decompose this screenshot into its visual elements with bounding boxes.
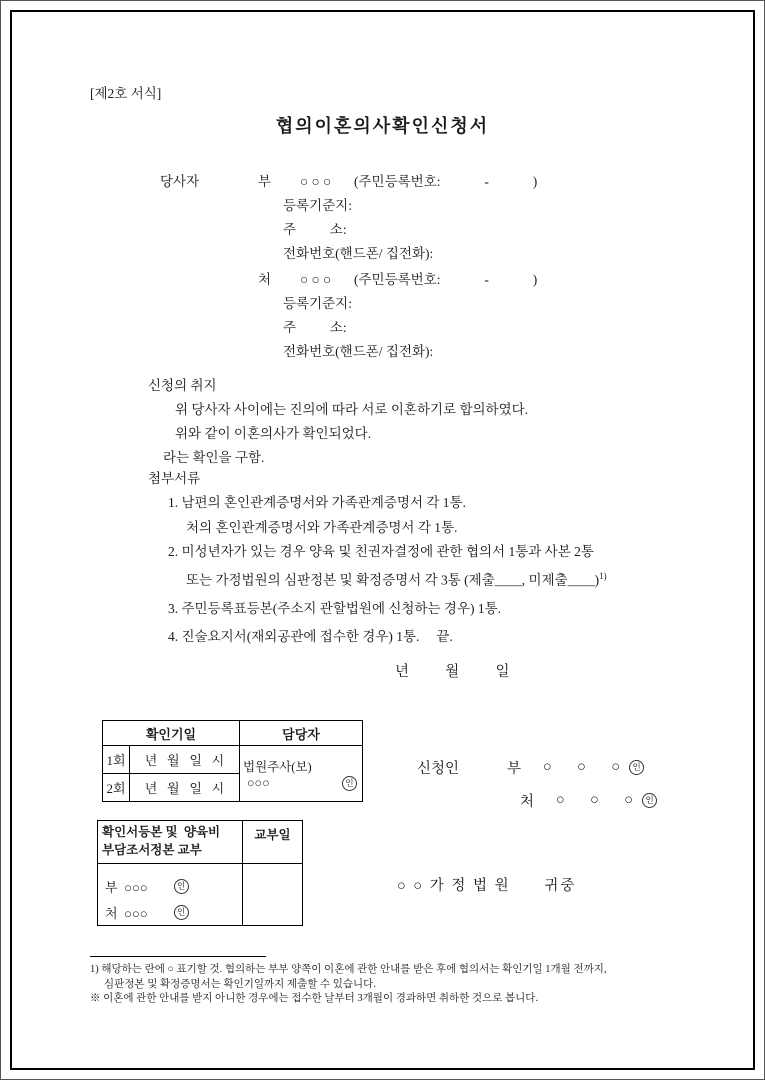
seal-icon: 인 xyxy=(174,879,189,894)
wife-row xyxy=(160,268,537,292)
wife-address-label: 주 소: xyxy=(283,320,347,335)
purpose-line-3: 라는 확인을 구함. xyxy=(163,450,265,465)
table-header-row xyxy=(103,721,363,746)
staff-name-placeholder: ○○○ xyxy=(247,775,270,790)
delivery-date-cell xyxy=(243,864,303,926)
purpose-line-2: 위와 같이 이혼의사가 확인되었다. xyxy=(175,426,372,441)
husband-name-placeholder: 부 ○○○ xyxy=(105,879,148,895)
purpose-heading: 신청의 취지 xyxy=(148,378,217,393)
husband-role: 부 xyxy=(507,760,522,777)
husband-role-label: 부 xyxy=(258,174,272,189)
seal-icon: 인 xyxy=(174,905,189,920)
footnotes-section xyxy=(90,963,735,1007)
footnote-1-line-2: 심판정본 및 확정증명서는 확인기일까지 제출할 수 있습니다. xyxy=(104,978,376,990)
husband-id-field: (주민등록번호: - ) xyxy=(354,174,538,189)
confirmation-date-header: 확인기일 xyxy=(103,721,240,746)
wife-id-field: (주민등록번호: - ) xyxy=(354,272,538,287)
applicant-wife-line xyxy=(520,789,657,811)
applicant-husband-line xyxy=(417,756,657,778)
form-sheet xyxy=(10,10,755,1070)
delivery-table xyxy=(97,820,303,926)
attachment-item-1: 1. 남편의 혼인관계증명서와 가족관계증명서 각 1통. xyxy=(168,495,466,511)
parties-label: 당사자 xyxy=(160,174,200,189)
husband-row xyxy=(160,170,537,194)
footnote-1-line-1: 1) 해당하는 란에 ○ 표기할 것. 협의하는 부부 양쪽이 이혼에 관한 안내를 받은 후에 협의서는 확인기일 1개월 전까지, xyxy=(90,964,607,975)
round-1-date-field: 년 월 일 시 xyxy=(130,746,240,774)
delivery-husband-line xyxy=(105,873,236,899)
delivery-header-line-2: 부담조서정본 교부 xyxy=(102,842,202,857)
attachment-item-2: 2. 미성년자가 있는 경우 양육 및 친권자결정에 관한 협의서 1통과 사본 2통 xyxy=(168,543,594,559)
round-1-label: 1회 xyxy=(103,746,130,774)
document-title: 협의이혼의사확인신청서 xyxy=(275,116,490,136)
applicant-label: 신청인 xyxy=(417,760,460,777)
parties-section xyxy=(160,170,537,364)
purpose-section xyxy=(148,374,528,470)
staff-cell xyxy=(240,746,363,802)
date-line: 년 월 일 xyxy=(395,664,510,680)
wife-role-label: 처 xyxy=(258,272,272,287)
table-row xyxy=(103,746,363,774)
seal-icon: 인 xyxy=(642,793,657,808)
delivery-date-header: 교부일 xyxy=(243,821,303,864)
staff-name-line xyxy=(243,775,359,791)
wife-phone-label: 전화번호(핸드폰/ 집전화): xyxy=(283,344,434,359)
court-line: ○ ○ 가 정 법 원 귀중 xyxy=(397,878,577,894)
wife-name-placeholder: 처 ○○○ xyxy=(105,905,148,921)
attachment-item-2b-text: 또는 가정법원의 심판정본 및 확정증명서 각 3통 (제출____, 미제출____) xyxy=(186,572,600,588)
table-row xyxy=(98,864,303,926)
footnote-divider xyxy=(90,956,266,957)
footnote-ref-1: 1) xyxy=(599,571,607,582)
applicant-section xyxy=(417,756,657,822)
wife-role: 처 xyxy=(520,793,535,810)
delivery-header xyxy=(98,821,243,864)
wife-registry-label: 등록기준지: xyxy=(283,296,352,311)
husband-signature-placeholder: ○ ○ ○ xyxy=(543,758,621,775)
delivery-wife-line xyxy=(105,899,236,925)
round-2-label: 2회 xyxy=(103,774,130,802)
delivery-header-line-1: 확인서등본 및 양육비 xyxy=(102,825,221,839)
wife-signature-placeholder: ○ ○ ○ xyxy=(556,791,634,808)
wife-name-placeholder: ○ ○ ○ xyxy=(300,272,332,287)
seal-icon: 인 xyxy=(629,760,644,775)
round-2-date-field: 년 월 일 시 xyxy=(130,774,240,802)
attachments-section xyxy=(148,467,607,650)
footnote-2: ※ 이혼에 관한 안내를 받지 아니한 경우에는 접수한 날부터 3개월이 경과하면 취하한 것으로 봅니다. xyxy=(90,993,539,1004)
husband-phone-label: 전화번호(핸드폰/ 집전화): xyxy=(283,246,434,261)
husband-name-placeholder: ○ ○ ○ xyxy=(300,174,332,189)
attachment-item-4: 4. 진술요지서(재외공관에 접수한 경우) 1통. 끝. xyxy=(168,629,453,645)
table-header-row xyxy=(98,821,303,864)
attachment-item-2b xyxy=(186,564,607,593)
form-number-label: [제2호 서식] xyxy=(90,86,162,101)
seal-icon: 인 xyxy=(342,776,357,791)
husband-registry-label: 등록기준지: xyxy=(283,198,352,213)
confirmation-table xyxy=(102,720,363,802)
attachment-item-3: 3. 주민등록표등본(주소지 관할법원에 신청하는 경우) 1통. xyxy=(168,600,502,616)
staff-header: 담당자 xyxy=(240,721,363,746)
husband-address-label: 주 소: xyxy=(283,222,347,237)
purpose-line-1: 위 당사자 사이에는 진의에 따라 서로 이혼하기로 합의하였다. xyxy=(175,402,529,417)
attachments-heading: 첨부서류 xyxy=(148,471,201,486)
attachment-item-1b: 처의 혼인관계증명서와 가족관계증명서 각 1통. xyxy=(186,519,458,535)
delivery-recipients-cell xyxy=(98,864,243,926)
staff-title: 법원주사(보) xyxy=(243,759,312,774)
